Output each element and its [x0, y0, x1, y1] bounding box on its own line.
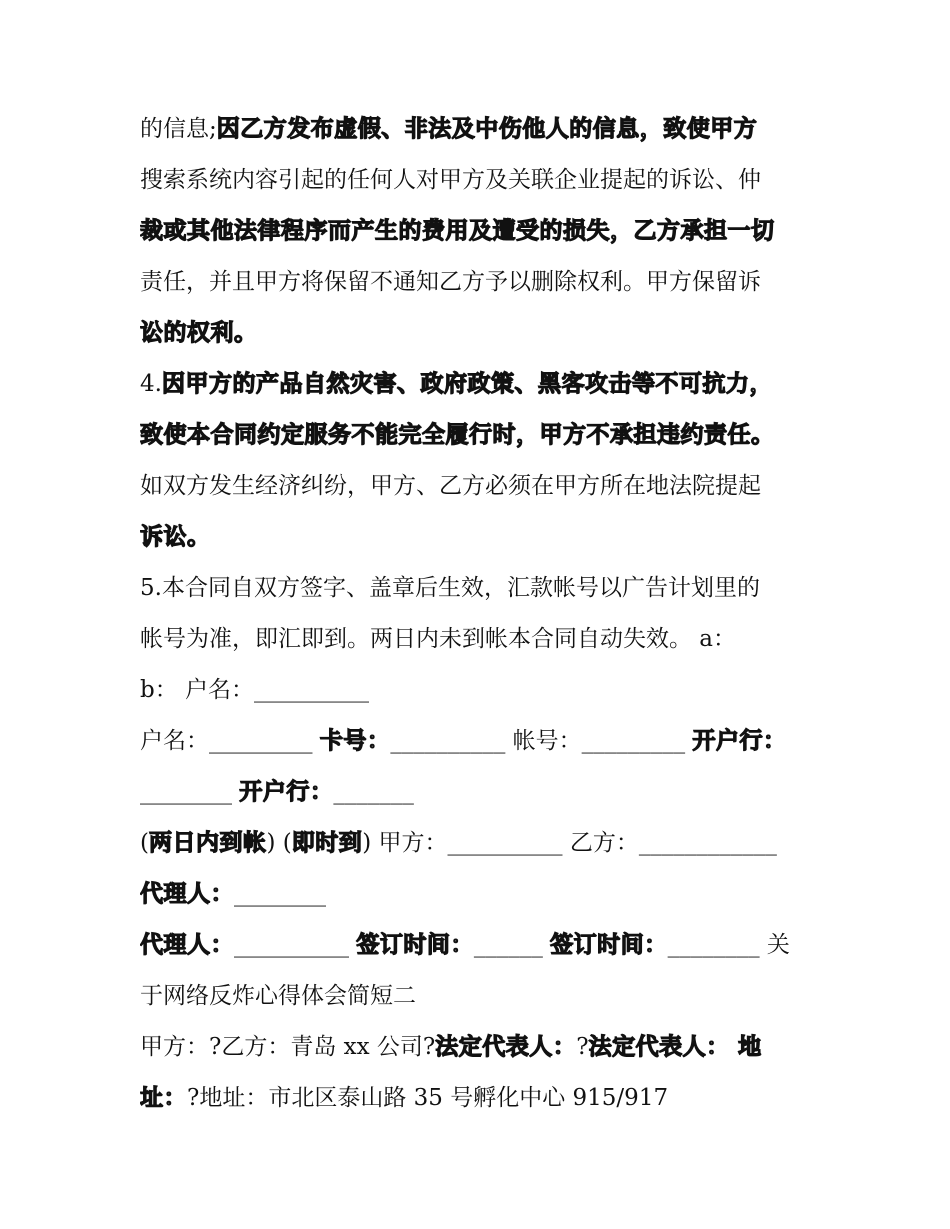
text-line — [140, 420, 820, 450]
text-run: 签订时间： — [550, 931, 668, 958]
text-line — [140, 1083, 820, 1113]
text-line — [140, 726, 820, 756]
text-run: 5.本合同自双方签字、盖章后生效，汇款帐号以广告计划里的 — [140, 575, 760, 601]
text-run: 诉讼。 — [140, 523, 211, 550]
text-run: 开户行： — [239, 778, 334, 805]
text-line — [140, 1032, 820, 1062]
text-run: 签订时间： — [356, 931, 474, 958]
text-line — [140, 522, 820, 552]
text-run: 即时到 — [291, 829, 363, 856]
text-run: 于网络反炸心得体会简短二 — [140, 983, 416, 1009]
text-run: 法定代表人： 地 — [588, 1033, 762, 1060]
text-run: 户名：_________ — [140, 728, 320, 754]
text-run: 因甲方的产品自然灾害、政府政策、黑客攻击等不可抗力， — [161, 370, 773, 397]
text-run: 搜索系统内容引起的任何人对甲方及关联企业提起的诉讼、仲 — [140, 167, 761, 193]
text-run: 两日内到帐 — [148, 829, 267, 856]
text-run: ________ — [234, 881, 326, 907]
text-run: ________ 关 — [667, 932, 790, 958]
text-run: 开户行： — [692, 727, 787, 754]
text-run: _______ — [333, 779, 414, 805]
text-run: ______ — [473, 932, 551, 958]
text-run: ) ( — [266, 830, 292, 856]
text-line — [140, 981, 820, 1011]
text-line — [140, 114, 820, 144]
text-run: 卡号： — [319, 727, 391, 754]
text-run: 的信息; — [140, 116, 217, 142]
text-line — [140, 675, 820, 705]
text-run: 责任，并且甲方将保留不通知乙方予以删除权利。甲方保留诉 — [140, 269, 761, 295]
text-run: 址： — [140, 1084, 187, 1111]
text-run: 代理人： — [140, 931, 234, 958]
text-run: 法定代表人： — [435, 1033, 577, 1060]
text-line — [140, 624, 820, 654]
text-run: 致使本合同约定服务不能完全履行时，甲方不承担违约责任。 — [140, 421, 775, 448]
text-run: 因乙方发布虚假、非法及中伤他人的信息，致使甲方 — [216, 115, 758, 142]
text-run: 4. — [140, 371, 162, 397]
text-run: b： 户名：__________ — [140, 677, 370, 703]
text-line — [140, 828, 820, 858]
text-line — [140, 165, 820, 195]
text-line — [140, 369, 820, 399]
text-line — [140, 318, 820, 348]
text-line — [140, 879, 820, 909]
text-run: 帐号为准，即汇即到。两日内未到帐本合同自动失效。 a： — [140, 626, 737, 652]
text-line — [140, 573, 820, 603]
text-run: ?地址：市北区泰山路 35 号孵化中心 915/917 — [187, 1085, 669, 1111]
text-run: ? — [576, 1034, 589, 1060]
text-line — [140, 777, 820, 807]
text-run: ) 甲方：__________ 乙方：____________ — [362, 830, 777, 856]
text-line — [140, 267, 820, 297]
text-run: 讼的权利。 — [140, 319, 258, 346]
text-run: 代理人： — [140, 880, 234, 907]
text-run: __________ — [234, 932, 357, 958]
text-run: ________ — [140, 779, 240, 805]
text-run: 甲方：?乙方：青岛 xx 公司? — [140, 1034, 436, 1060]
text-run: ( — [140, 830, 149, 856]
text-line — [140, 930, 820, 960]
text-run: 如双方发生经济纠纷，甲方、乙方必须在甲方所在地法院提起 — [140, 473, 761, 499]
text-line — [140, 471, 820, 501]
text-run: 裁或其他法律程序而产生的费用及遭受的损失，乙方承担一切 — [140, 217, 775, 244]
text-line — [140, 216, 820, 246]
text-run: __________ 帐号：_________ — [390, 728, 693, 754]
